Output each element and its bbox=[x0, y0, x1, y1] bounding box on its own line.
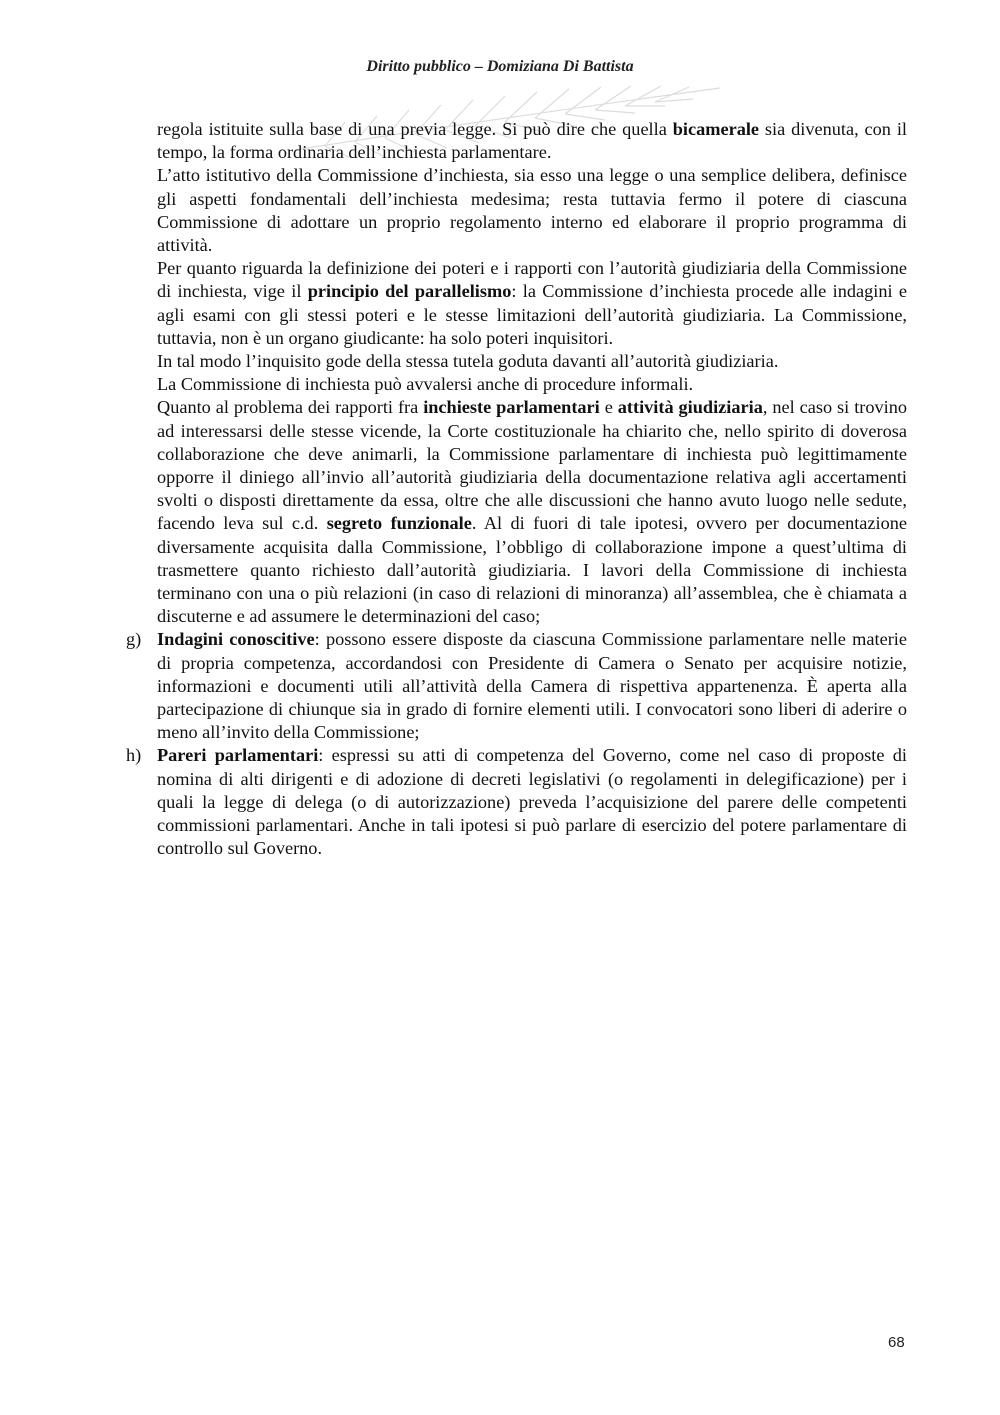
list-item-pareri: h) Pareri parlamentari: espressi su atti di competenza del Governo, come nel caso di proposte di nomina di alti dirigenti e di adozione di decreti legislativi (o regolamenti in delegificazione) per i quali la legge di delega (o di autorizzazione) preveda l’acquisizione del parere delle competenti commissioni parlamentari. Anche in tali ipotesi si può parlare di esercizio del potere parlamentare di controllo sul Governo. bbox=[126, 745, 907, 859]
bold-term-attivita: attività giudiziaria bbox=[617, 397, 763, 418]
list-item-indagini: g) Indagini conoscitive: possono essere disposte da ciascuna Commissione parlamentare nelle materie di propria competenza, accordandosi con Presidente di Camera o Senato per acquisire notizie, informazioni e documenti utili all’attività della Camera di rispettiva appartenenza. È aperta alla partecipazione di chiunque sia in grado di fornire elementi utili. I convocatori sono liberi di aderire o meno all’invito della Commissione; bbox=[126, 629, 907, 743]
bold-term-inchieste: inchieste parlamentari bbox=[423, 397, 600, 418]
paragraph-rapporti-giudiziaria: Quanto al problema dei rapporti fra inchieste parlamentari e attività giudiziaria, nel caso si trovino ad interessarsi delle stesse vicende, la Corte costituzionale ha chiarito che, nello spirito di doverosa collaborazione che deve animarli, la Commissione parlamentare di inchiesta può legittimamente opporre il diniego all’invio all’autorità giudiziaria della documentazione relativa agli accertamenti svolti o disposti direttamente da essa, oltre che alle discussioni che hanno avuto luogo nelle sedute, facendo leva sul c.d. segreto funzionale. Al di fuori di tale ipotesi, ovvero per documentazione diversamente acquisita dalla Commissione, l’obbligo di collaborazione impone a quest’ultima di trasmettere quanto richiesto dall’autorità giudiziaria. I lavori della Commissione di inchiesta terminano con una o più relazioni (in caso di relazioni di minoranza) all’assemblea, che è chiamata a discuterne e ad assumere le determinazioni del caso; bbox=[157, 397, 907, 627]
document-body bbox=[126, 118, 907, 861]
paragraph-bicamerale: regola istituite sulla base di una previa legge. Si può dire che quella bicamerale sia divenuta, con il tempo, la forma ordinaria dell’inchiesta parlamentare. bbox=[157, 119, 907, 163]
paragraph-atto-istitutivo: L’atto istitutivo della Commissione d’inchiesta, sia esso una legge o una semplice delibera, definisce gli aspetti fondamentali dell’inchiesta medesima; resta tuttavia fermo il potere di ciascuna Commissione di adottare un proprio regolamento interno ed elaborare il proprio programma di attività. bbox=[157, 165, 907, 256]
bold-term-parallelismo: principio del parallelismo bbox=[307, 281, 512, 302]
paragraph-procedure-informali: La Commissione di inchiesta può avvalersi anche di procedure informali. bbox=[157, 374, 694, 395]
page-number: 68 bbox=[888, 1334, 905, 1351]
bold-term-segreto: segreto funzionale bbox=[326, 513, 472, 534]
paragraph-tutela: In tal modo l’inquisito gode della stessa tutela goduta davanti all’autorità giudiziaria. bbox=[157, 351, 779, 372]
page-header-title: Diritto pubblico – Domiziana Di Battista bbox=[366, 58, 634, 75]
bold-term-indagini: Indagini conoscitive bbox=[157, 629, 315, 650]
bold-term-pareri: Pareri parlamentari bbox=[157, 745, 319, 766]
paragraph-parallelismo: Per quanto riguarda la definizione dei poteri e i rapporti con l’autorità giudiziaria della Commissione di inchiesta, vige il principio del parallelismo: la Commissione d’inchiesta procede alle indagini e agli esami con gli stessi poteri e le stesse limitazioni dell’autorità giudiziaria. La Commissione, tuttavia, non è un organo giudicante: ha solo poteri inquisitori. bbox=[157, 258, 907, 348]
bold-term-bicamerale: bicamerale bbox=[672, 119, 760, 139]
list-marker: g) bbox=[126, 629, 142, 650]
list-marker: h) bbox=[126, 745, 142, 766]
